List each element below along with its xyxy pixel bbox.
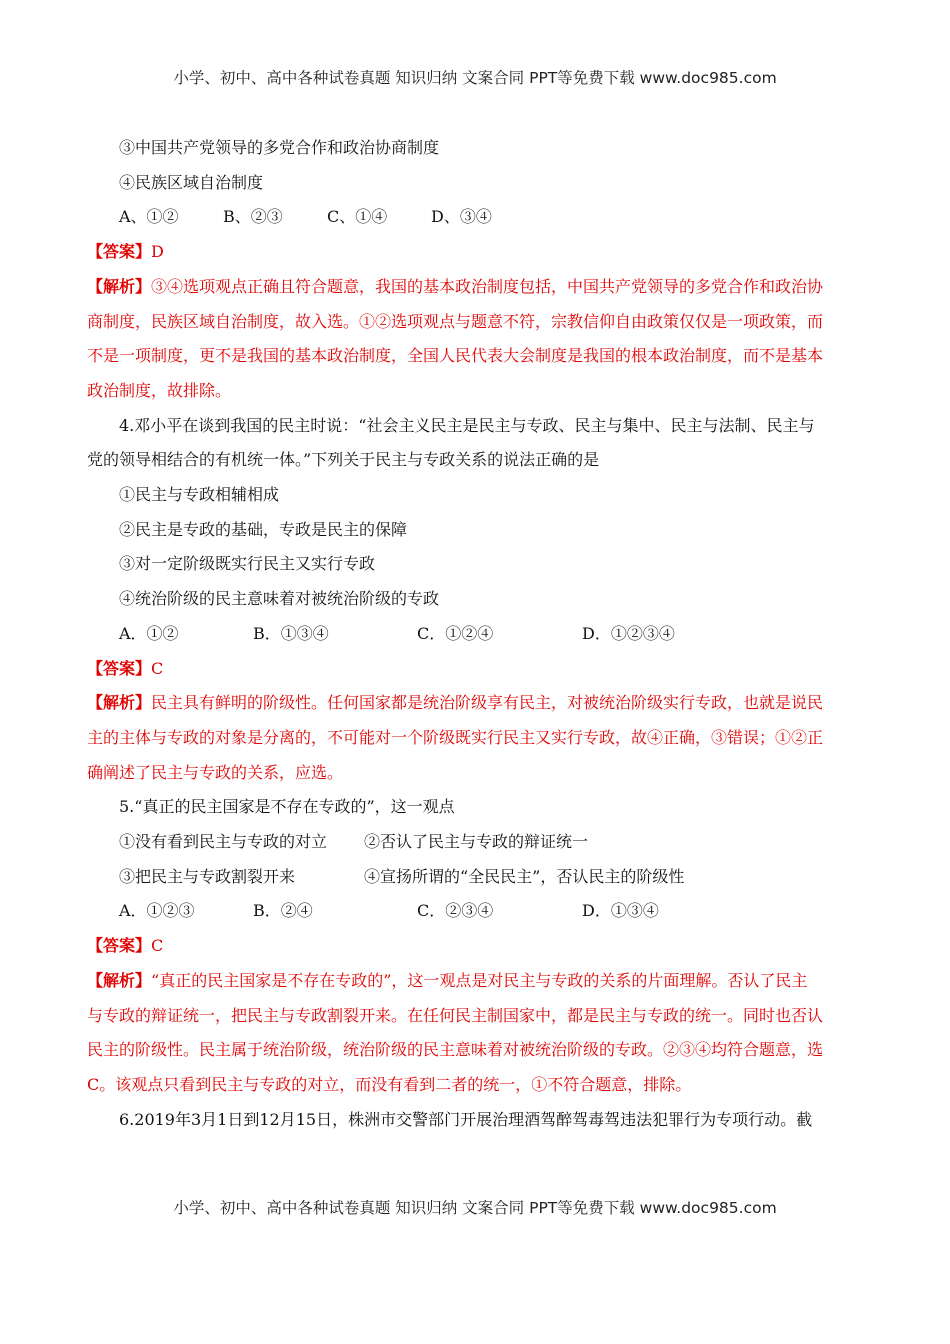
q5-option-d: D．①③④ — [582, 901, 659, 921]
q3-item-4: ④民族区域自治制度 — [119, 172, 264, 192]
q4-item-4: ④统治阶级的民主意味着对被统治阶级的专政 — [119, 589, 440, 609]
q3-analysis-line-1: 【解析】③④选项观点正确且符合题意，我国的基本政治制度包括，中国共产党领导的多党合作和政治协 — [87, 276, 824, 296]
q5-item-1: ①没有看到民主与专政的对立 — [119, 832, 328, 852]
q5-answer-value: C — [151, 936, 164, 956]
q3-option-b: B、②③ — [223, 207, 283, 227]
q4-stem-line-1: 4.邓小平在谈到我国的民主时说：“社会主义民主是民主与专政、民主与集中、民主与法制、民主与 — [119, 415, 815, 435]
q4-option-b: B．①③④ — [253, 623, 329, 643]
q4-analysis-label: 【解析】 — [87, 693, 152, 713]
q3-item-3: ③中国共产党领导的多党合作和政治协商制度 — [119, 138, 440, 157]
q5-item-4: ④宣扬所谓的“全民民主”，否认民主的阶级性 — [364, 866, 685, 886]
q4-answer-label: 【答案】 — [87, 658, 152, 678]
q5-analysis-line-2: 与专政的辩证统一，把民主与专政割裂开来。在任何民主制国家中，都是民主与专政的统一。同时也否认 — [87, 1005, 824, 1025]
q3-options — [87, 200, 865, 235]
q4-item-3: ③对一定阶级既实行民主又实行专政 — [119, 554, 376, 574]
q5-answer — [87, 929, 865, 964]
q4-option-a: A．①② — [119, 623, 179, 643]
q3-option-d: D、③④ — [431, 207, 492, 227]
q3-analysis-line-2: 商制度，民族区域自治制度，故入选。①②选项观点与题意不符，宗教信仰自由政策仅仅是一项政策，而 — [87, 311, 824, 331]
q5-option-c: C．②③④ — [417, 901, 494, 921]
q4-answer — [87, 652, 865, 687]
q3-option-a: A、①② — [119, 207, 179, 227]
page-footer: 小学、初中、高中各种试卷真题 知识归纳 文案合同 PPT等免费下载 www.doc985.com — [173, 1199, 777, 1217]
q4-option-c: C．①②④ — [417, 623, 494, 643]
q3-analysis-line-4: 政治制度，故排除。 — [87, 380, 232, 400]
q5-analysis-line-4: C。该观点只看到民主与专政的对立，而没有看到二者的统一，①不符合题意，排除。 — [87, 1074, 692, 1094]
q5-items-row-1 — [87, 825, 865, 860]
q3-analysis-label: 【解析】 — [87, 276, 152, 296]
q6-stem-line-1: 6.2019年3月1日到12月15日，株洲市交警部门开展治理酒驾醉驾毒驾违法犯罪行为专项行动。截 — [119, 1109, 813, 1129]
q4-analysis-line-1: 【解析】民主具有鲜明的阶级性。任何国家都是统治阶级享有民主，对被统治阶级实行专政，也就是说民 — [87, 693, 824, 713]
q4-options — [87, 617, 865, 652]
q5-options — [87, 894, 865, 929]
q3-answer — [87, 235, 865, 270]
q4-analysis-line-3: 确阐述了民主与专政的关系，应选。 — [87, 762, 344, 782]
q4-item-1: ①民主与专政相辅相成 — [119, 485, 280, 505]
q5-option-b: B．②④ — [253, 901, 313, 921]
q3-option-c: C、①④ — [327, 207, 388, 227]
q5-answer-label: 【答案】 — [87, 936, 152, 956]
q4-item-2: ②民主是专政的基础，专政是民主的保障 — [119, 519, 408, 539]
q5-analysis-line-1: 【解析】“真正的民主国家是不存在专政的”，这一观点是对民主与专政的关系的片面理解。否认了民主 — [87, 970, 808, 990]
q4-analysis-line-2: 主的主体与专政的对象是分离的，不可能对一个阶级既实行民主又实行专政，故④正确，③错误；①②正 — [87, 727, 824, 747]
q5-items-row-2 — [87, 860, 865, 895]
q5-option-a: A．①②③ — [119, 901, 195, 921]
q3-analysis-line-3: 不是一项制度，更不是我国的基本政治制度，全国人民代表大会制度是我国的根本政治制度，而不是基本 — [87, 346, 824, 366]
q4-answer-value: C — [151, 658, 164, 678]
q5-stem: 5.“真正的民主国家是不存在专政的”，这一观点 — [119, 797, 455, 817]
q5-analysis-line-3: 民主的阶级性。民主属于统治阶级，统治阶级的民主意味着对被统治阶级的专政。②③④均符合题意，选 — [87, 1040, 824, 1060]
q4-stem-line-2: 党的领导相结合的有机统一体。”下列关于民主与专政关系的说法正确的是 — [87, 450, 600, 470]
q5-item-3: ③把民主与专政割裂开来 — [119, 866, 296, 886]
q3-answer-value: D — [151, 242, 164, 262]
q5-item-2: ②否认了民主与专政的辩证统一 — [364, 832, 589, 852]
page-header: 小学、初中、高中各种试卷真题 知识归纳 文案合同 PPT等免费下载 www.doc985.com — [173, 69, 777, 87]
q3-answer-label: 【答案】 — [87, 242, 152, 262]
q4-option-d: D．①②③④ — [582, 623, 675, 643]
q5-analysis-label: 【解析】 — [87, 970, 152, 990]
document-body — [87, 131, 865, 1137]
